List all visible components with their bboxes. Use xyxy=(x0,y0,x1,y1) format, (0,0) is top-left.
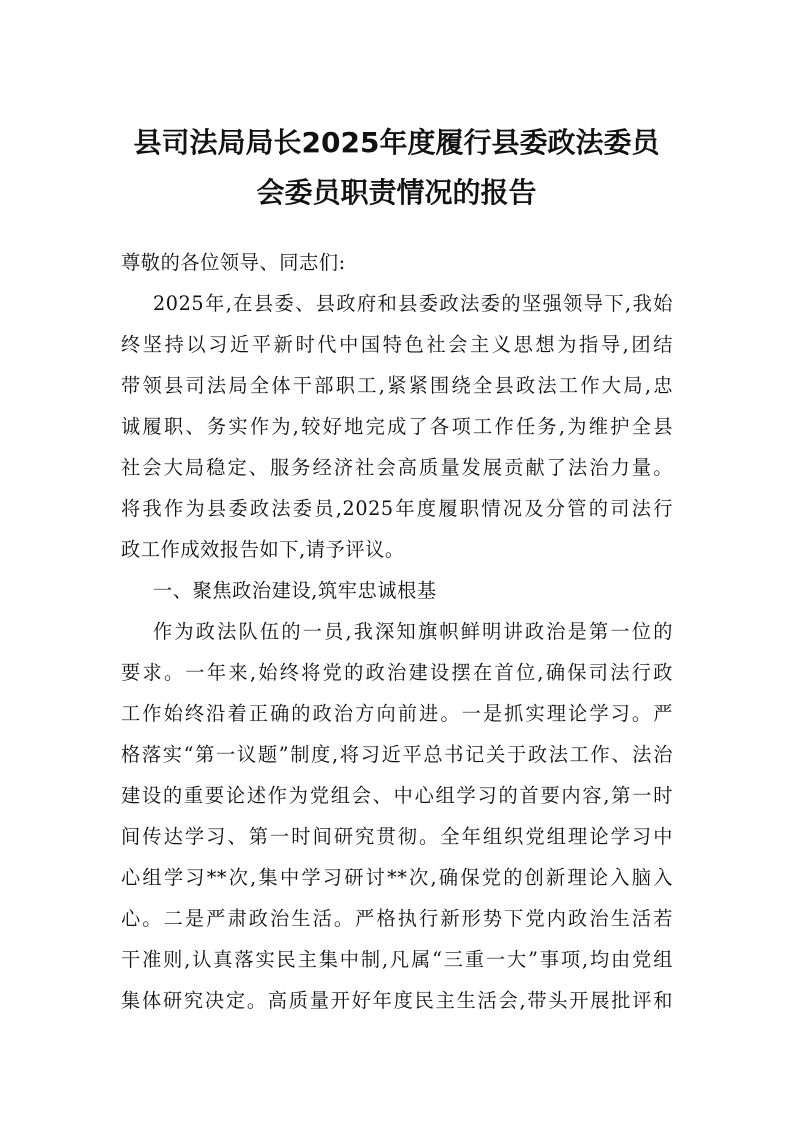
section-heading: 一、聚焦政治建设,筑牢忠诚根基 xyxy=(153,579,437,602)
paragraph-line: 社会大局稳定、服务经济社会高质量发展贡献了法治力量。 xyxy=(121,456,673,479)
paragraph-line: 心。二是严肃政治生活。严格执行新形势下党内政治生活若 xyxy=(121,907,673,930)
paragraph-line: 心组学习**次,集中学习研讨**次,确保党的创新理论入脑入 xyxy=(121,866,673,889)
paragraph-line: 将我作为县委政法委员,2025年度履职情况及分管的司法行 xyxy=(121,497,673,520)
report-title-line-2: 会委员职责情况的报告 xyxy=(256,176,537,209)
paragraph-line: 2025年,在县委、县政府和县委政法委的坚强领导下,我始 xyxy=(153,292,673,315)
paragraph-line: 诚履职、务实作为,较好地完成了各项工作任务,为维护全县 xyxy=(121,415,673,438)
paragraph-line: 政工作成效报告如下,请予评议。 xyxy=(121,538,405,561)
paragraph-line: 带领县司法局全体干部职工,紧紧围绕全县政法工作大局,忠 xyxy=(121,374,673,397)
paragraph-line: 集体研究决定。高质量开好年度民主生活会,带头开展批评和 xyxy=(121,989,673,1012)
paragraph-line: 格落实“第一议题”制度,将习近平总书记关于政法工作、法治 xyxy=(121,743,673,766)
paragraph-line: 要求。一年来,始终将党的政治建设摆在首位,确保司法行政 xyxy=(121,661,673,684)
paragraph-line: 建设的重要论述作为党组会、中心组学习的首要内容,第一时 xyxy=(121,784,673,807)
paragraph-line: 间传达学习、第一时间研究贯彻。全年组织党组理论学习中 xyxy=(121,825,673,848)
paragraph-line: 干准则,认真落实民主集中制,凡属“三重一大”事项,均由党组 xyxy=(121,948,673,971)
paragraph-line: 工作始终沿着正确的政治方向前进。一是抓实理论学习。严 xyxy=(121,702,673,725)
report-title-line-1: 县司法局局长2025年度履行县委政法委员 xyxy=(133,126,660,159)
paragraph-line: 终坚持以习近平新时代中国特色社会主义思想为指导,团结 xyxy=(121,333,673,356)
paragraph-line: 作为政法队伍的一员,我深知旗帜鲜明讲政治是第一位的 xyxy=(153,620,673,643)
salutation: 尊敬的各位领导、同志们: xyxy=(121,251,346,274)
